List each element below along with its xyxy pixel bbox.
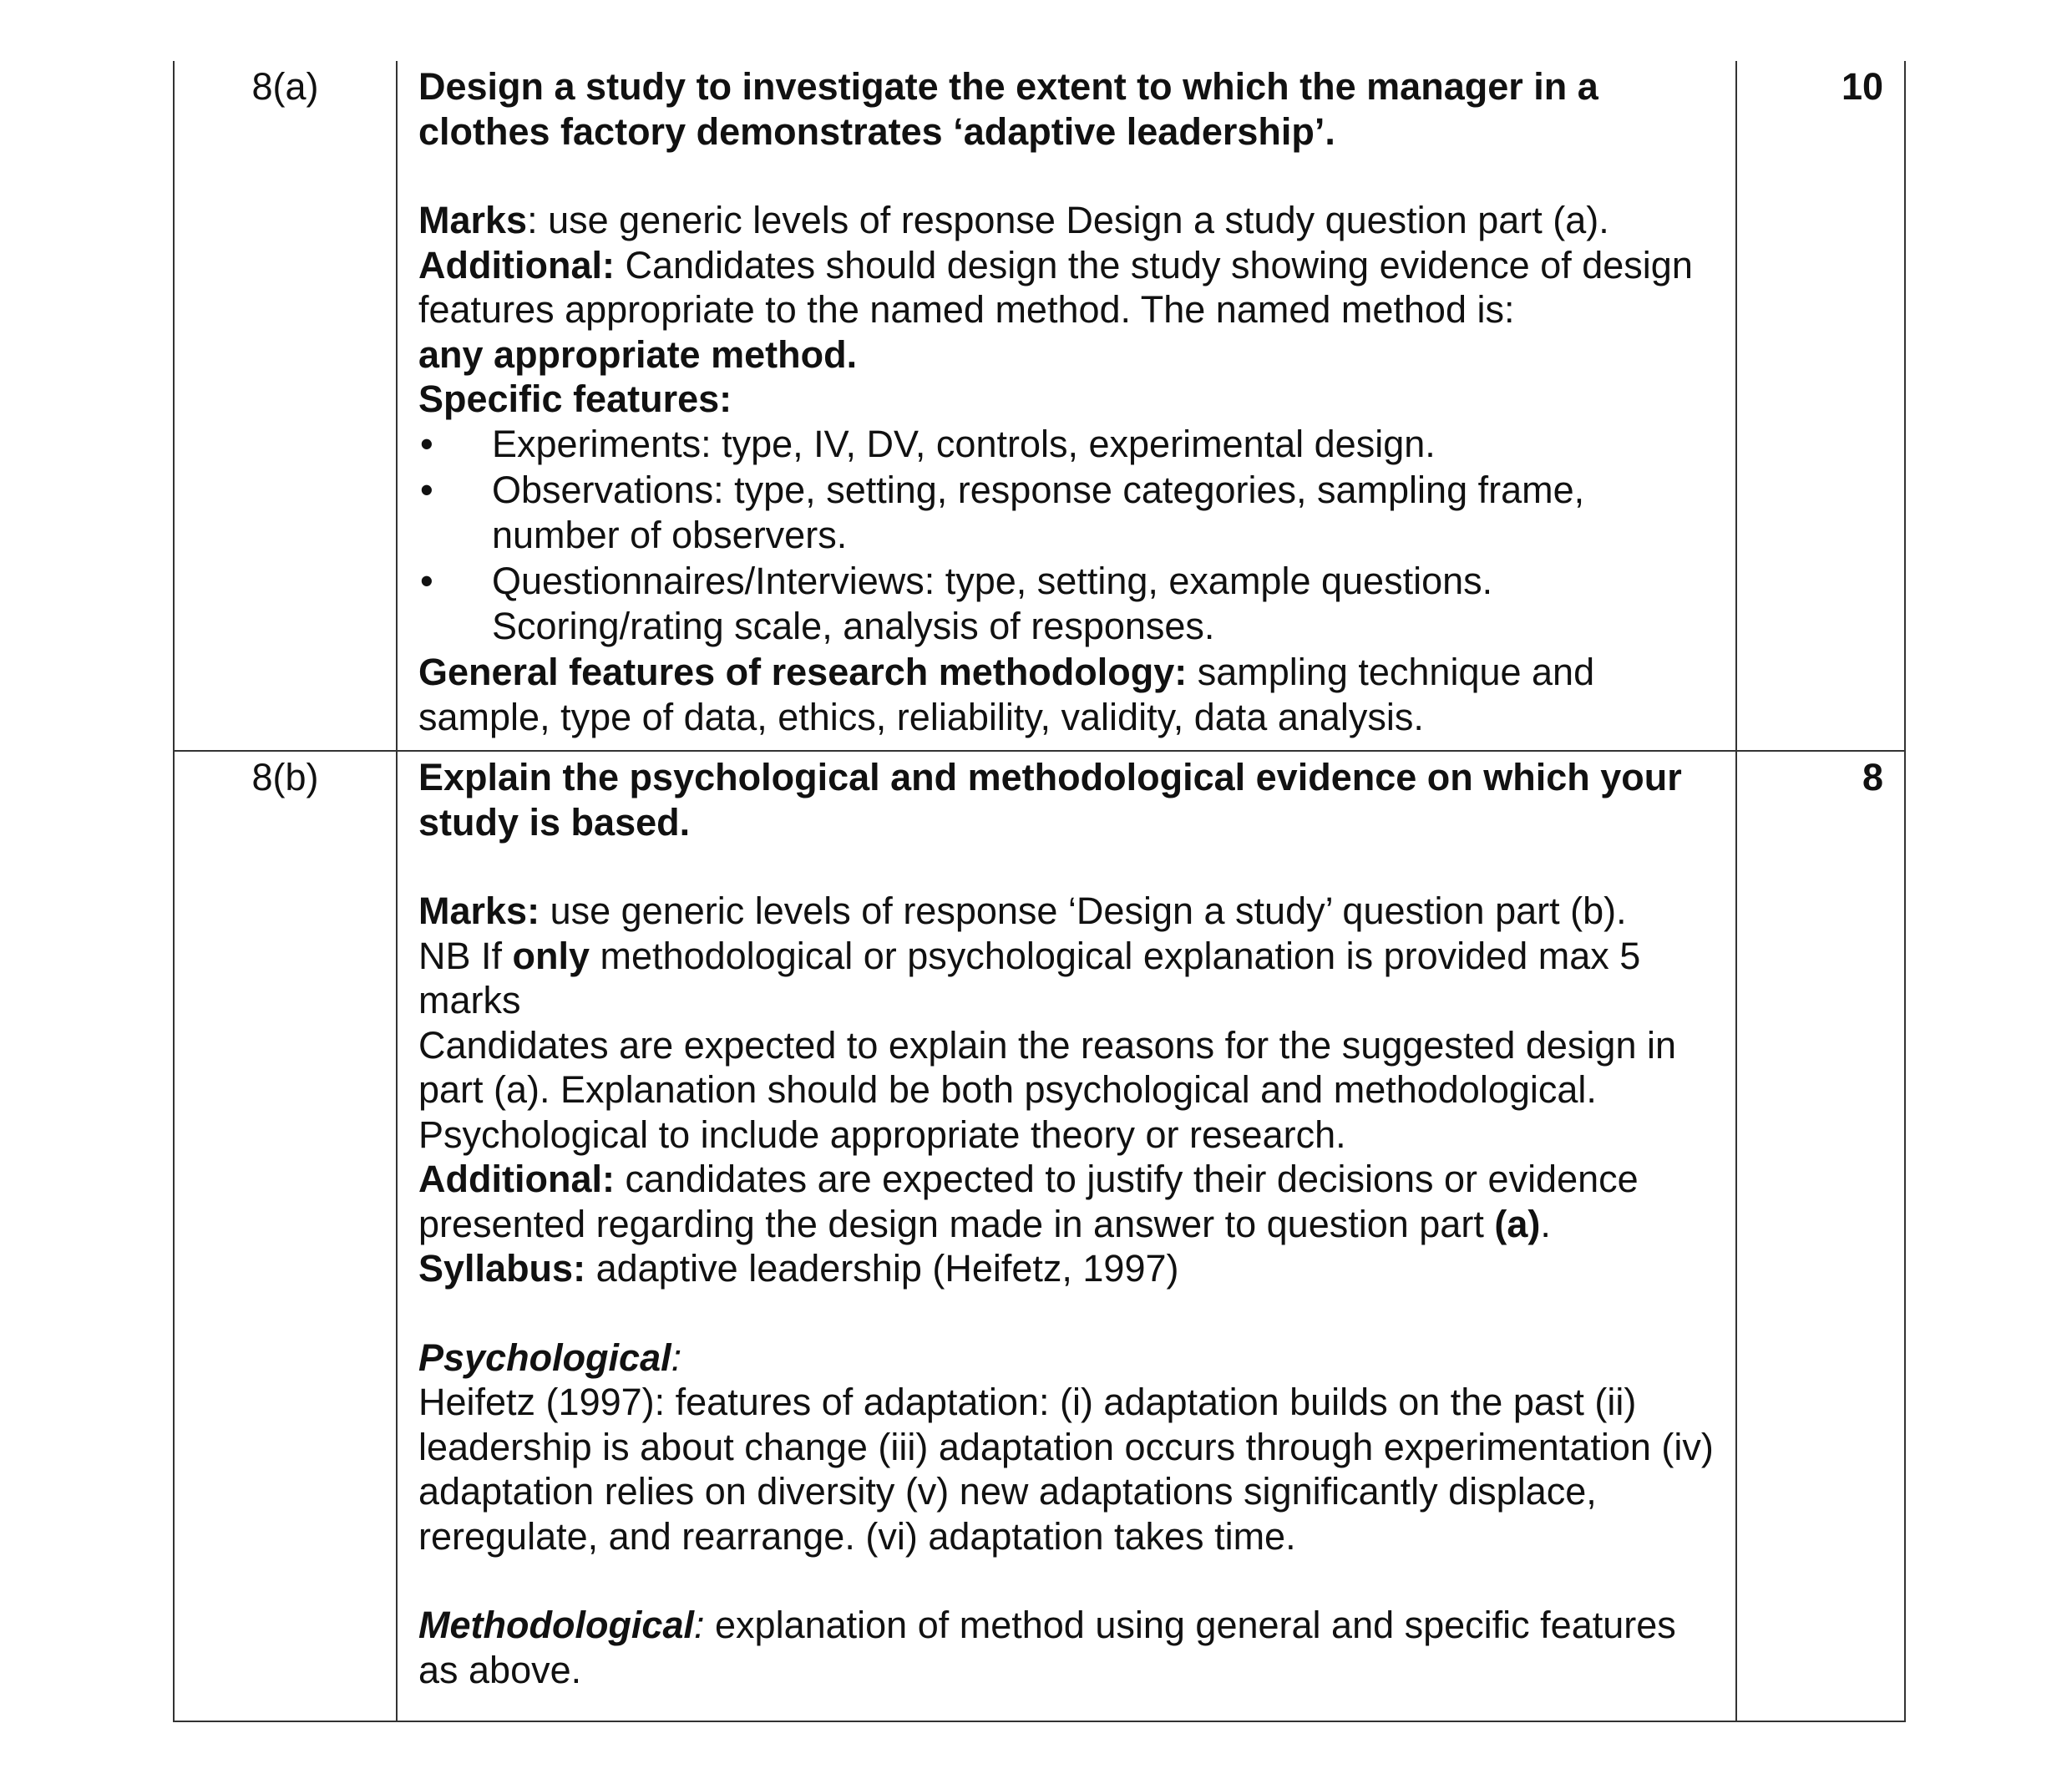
list-item-text: Questionnaires/Interviews: type, setting, example questions. Scoring/rating scale, analysis of responses. <box>492 560 1493 647</box>
marks-label: Marks <box>418 199 528 241</box>
methodological-label: Methodological <box>418 1604 694 1646</box>
psychological-text: Heifetz (1997): features of adaptation: (i) adaptation builds on the past (ii) leadership is about change (iii) adaptation occurs through experimentation (iv) adaptation relies on diversity (v) new adaptations significantly displace, reregulate, and rearrange. (vi) adaptation takes time. <box>418 1381 1714 1558</box>
bullet-icon: • <box>420 560 433 602</box>
table-row <box>174 751 1905 1721</box>
psychological-colon: : <box>671 1336 682 1379</box>
bullet-icon: • <box>420 422 433 465</box>
specific-features-label: Specific features: <box>418 378 732 420</box>
question-number-cell <box>174 751 397 1721</box>
additional-label: Additional: <box>418 1158 615 1200</box>
general-features-label: General features of research methodology: <box>418 651 1188 693</box>
additional-end: . <box>1540 1202 1551 1245</box>
bullet-icon: • <box>420 469 433 511</box>
additional-part-ref: (a) <box>1494 1202 1541 1245</box>
methodological-text: explanation of method using general and specific features as above. <box>418 1604 1676 1691</box>
nb-emphasis: only <box>512 934 590 977</box>
general-features-text: sampling technique and sample, type of data, ethics, reliability, validity, data analysis. <box>418 651 1595 738</box>
methodological-colon: : <box>694 1604 705 1646</box>
question-prompt: Design a study to investigate the extent to which the manager in a clothes factory demonstrates ‘adaptive leadership’. <box>418 65 1598 153</box>
additional-text: Candidates should design the study showing evidence of design features appropriate to the named method. The named method is: <box>418 243 1693 331</box>
nb-pre: NB If <box>418 934 513 977</box>
marks-guidance <box>418 889 1718 934</box>
named-method: any appropriate method. <box>418 332 858 376</box>
answer-cell <box>397 751 1736 1721</box>
answer-cell <box>397 61 1736 751</box>
candidates-guidance: Candidates are expected to explain the reasons for the suggested design in part (a). Explanation should be both psychological and methodological. Psychological to include appropriate theory or research. <box>418 1023 1677 1156</box>
syllabus-label: Syllabus: <box>418 1247 586 1290</box>
additional-guidance <box>418 1157 1718 1246</box>
question-number: 8(b) <box>251 756 319 798</box>
syllabus-text: adaptive leadership (Heifetz, 1997) <box>585 1247 1179 1290</box>
mark-scheme-table <box>173 61 1906 1722</box>
question-prompt: Explain the psychological and methodological evidence on which your study is based. <box>418 756 1682 844</box>
question-number: 8(a) <box>251 65 319 108</box>
list-item-text: Experiments: type, IV, DV, controls, experimental design. <box>492 422 1436 465</box>
nb-note <box>418 934 1718 1023</box>
marks-text: : use generic levels of response Design a study question part (a). <box>527 199 1609 241</box>
general-features <box>418 650 1718 739</box>
list-item <box>418 468 1718 557</box>
list-item-text: Observations: type, setting, response categories, sampling frame, number of observers. <box>492 469 1585 556</box>
nb-post: methodological or psychological explanation is provided max 5 marks <box>418 934 1641 1021</box>
additional-guidance <box>418 243 1718 332</box>
additional-label: Additional: <box>418 243 615 286</box>
table-row <box>174 61 1905 751</box>
methodological-guidance <box>418 1603 1718 1692</box>
question-number-cell <box>174 61 397 751</box>
syllabus-reference <box>418 1246 1718 1291</box>
marks-label: Marks: <box>418 890 540 932</box>
specific-features-list <box>418 422 1718 649</box>
psychological-heading <box>418 1336 1718 1381</box>
list-item <box>418 559 1718 648</box>
marks-cell <box>1736 61 1905 751</box>
marks-value: 10 <box>1841 65 1883 108</box>
additional-text: candidates are expected to justify their decisions or evidence presented regarding the design made in answer to question part <box>418 1158 1639 1245</box>
marks-text: use generic levels of response ‘Design a study’ question part (b). <box>540 890 1627 932</box>
list-item <box>418 422 1718 467</box>
marks-guidance <box>418 198 1718 243</box>
marks-value: 8 <box>1862 756 1883 798</box>
marks-cell <box>1736 751 1905 1721</box>
psychological-label: Psychological <box>418 1336 671 1379</box>
